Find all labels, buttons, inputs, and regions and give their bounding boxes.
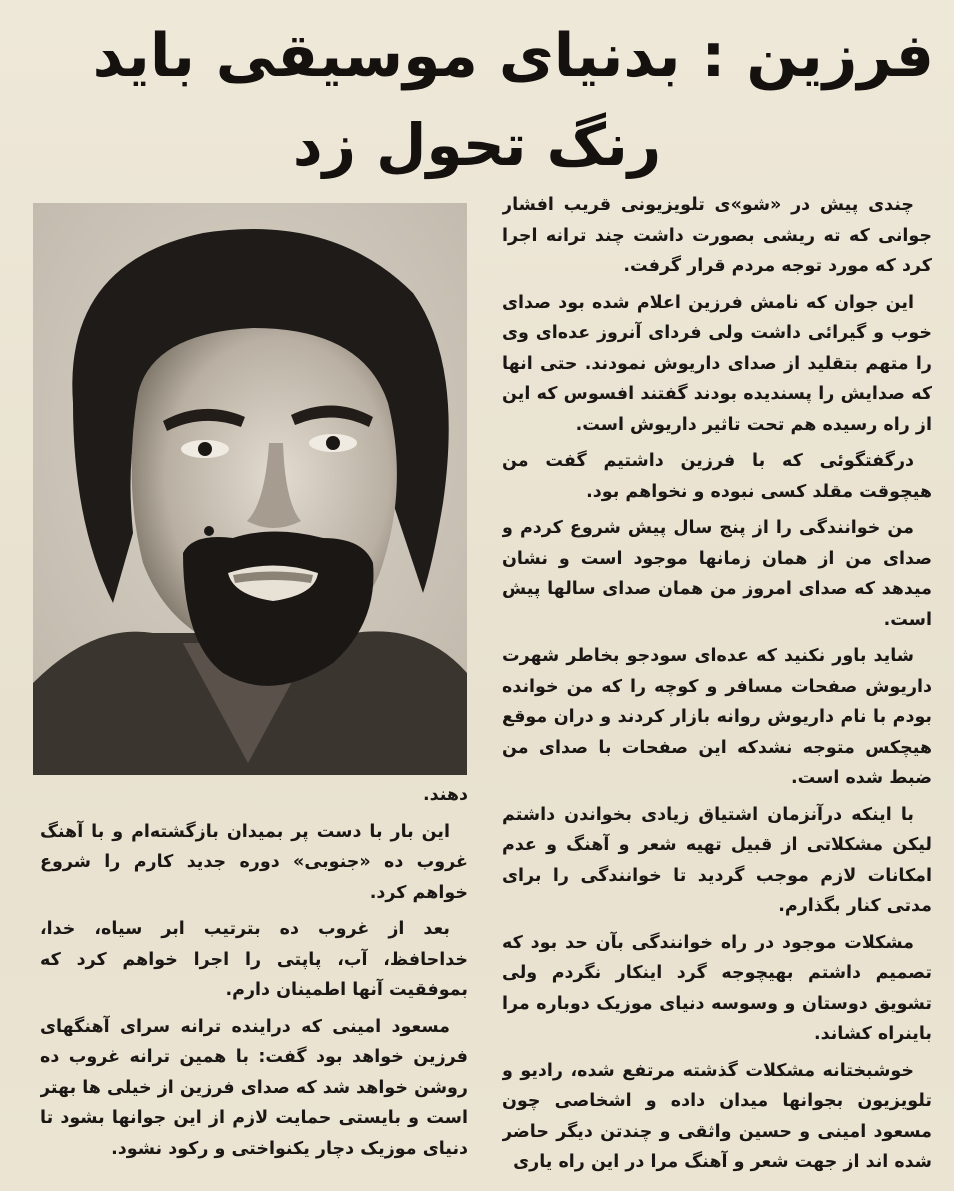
paragraph: شاید باور نکنید که عده‌ای سودجو بخاطر شهرت داریوش صفحات مسافر و کوچه را که من خوانده بودم با نام داریوش روانه بازار کردند و دران موقع هیچکس متوجه نشدکه این صفحات با صدای من ضبط شده است. <box>502 646 932 788</box>
paragraph: این جوان که نامش فرزین اعلام شده بود صدای خوب و گیرائی داشت ولی فردای آنروز عده‌ای وی را متهم بتقلید از صدای داریوش نمودند. حتی انها که صدایش را پسندیده بودند گفتند افسوس که این از راه رسیده هم تحت تاثیر داریوش است. <box>502 292 932 435</box>
portrait-photo <box>33 203 467 775</box>
article-right-column <box>502 190 932 1180</box>
paragraph: مشکلات موجود در راه خوانندگی بآن حد بود که تصمیم داشتم بهیچوجه گرد اینکار نگردم ولی تشویق دوستان و وسوسه دنیای موزیک دوباره مرا باینراه کشاند. <box>502 932 932 1044</box>
paragraph: درگفتگوئی که با فرزین داشتیم گفت من هیچوقت مقلد کسی نبوده و نخواهم بود. <box>502 451 932 502</box>
paragraph: مسعود امینی که دراینده ترانه سرای آهنگهای فرزین خواهد بود گفت: با همین ترانه غروب ده روشن خواهد شد که صدای فرزین از خیلی ها بهتر است و بایستی حمایت لازم از این جوانها بشود تا دنیای موزیک دچار یکنواختی و رکود نشود. <box>40 1016 468 1159</box>
portrait-illustration <box>33 203 467 775</box>
paragraph: خوشبختانه مشکلات گذشته مرتفع شده، رادیو و تلویزیون بجوانها میدان داده و اشخاصی چون مسعود امینی و حسین واثقی و چندتن دیگر حاضر شده اند از جهت شعر و آهنگ مرا در این راه یاری <box>502 1060 932 1172</box>
paragraph: چندی پیش در «شو»ی تلویزیونی قریب افشار جوانی که ته ریشی بصورت داشت چند ترانه اجرا کرد که مورد توجه مردم قرار گرفت. <box>502 195 932 276</box>
article-left-column <box>40 780 468 1180</box>
paragraph: با اینکه درآنزمان اشتیاق زیادی بخواندن داشتم لیکن مشکلاتی از قبیل تهیه شعر و آهنگ و عدم امکانات لازم موجب گردید تا خوانندگی را برای مدتی کنار بگذارم. <box>502 804 932 916</box>
paragraph: من خوانندگی را از پنج سال پیش شروع کردم و صدای من از همان زمانها موجود است و نشان میدهد که صدای امروز من همان صدای سالها پیش است. <box>502 518 932 630</box>
paragraph: بعد از غروب ده بترتیب ابر سیاه، خدا، خداحافظ، آب، پاپتی را اجرا خواهم کرد که بموفقیت آنها اطمینان دارم. <box>40 919 468 1000</box>
paragraph: این بار با دست پر بمیدان بازگشته‌ام و با آهنگ غروب ده «جنوبی» دوره جدید کارم را شروع خواهم کرد. <box>40 821 468 903</box>
headline-line-1: فرزین : بدنیای موسیقی باید <box>92 21 934 91</box>
continuation-text: دهند. <box>422 785 468 805</box>
headline-line-2: رنگ تحول زد <box>292 111 662 179</box>
